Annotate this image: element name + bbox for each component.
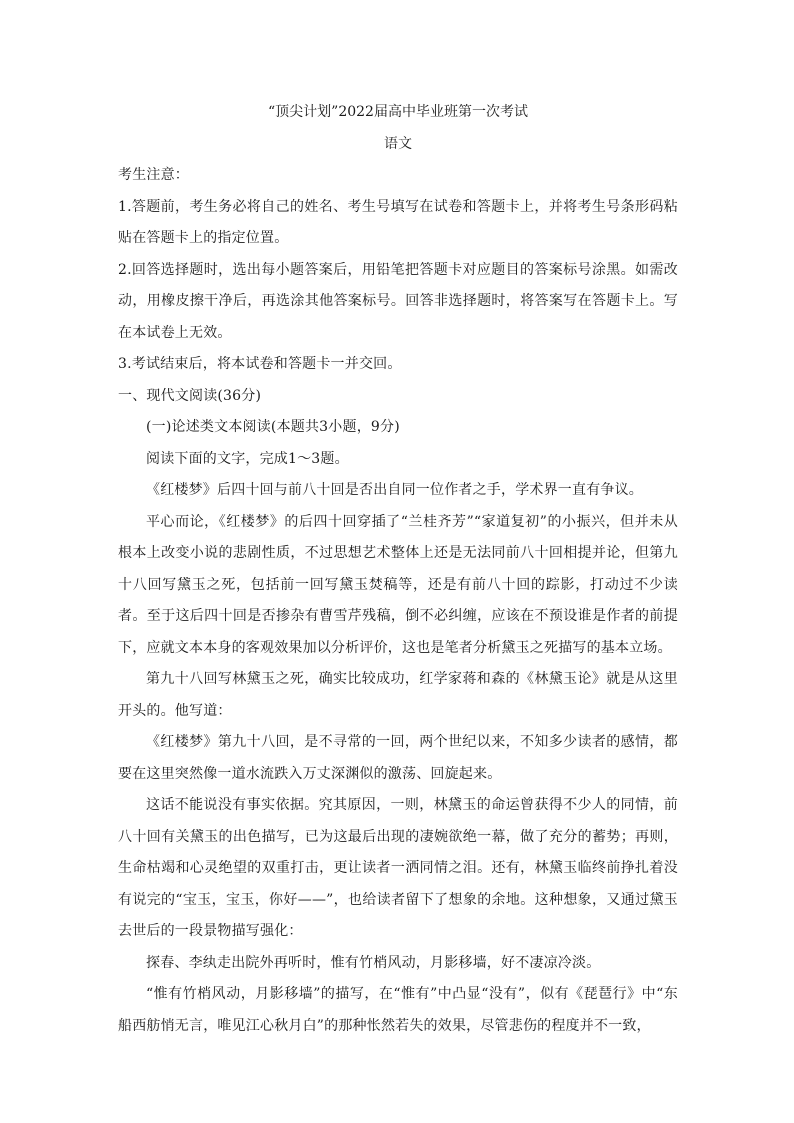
section-instruction: 阅读下面的文字，完成1～3题。	[146, 450, 349, 467]
passage-paragraph-5: “惟有竹梢风动，月影移墙”的描写，在“惟有”中凸显“没有”，似有《琵琶行》中“东船西舫悄无言，唯见江心秋月白”的那种怅然若失的效果，尽管悲伤的程度并不一致，	[118, 986, 678, 1034]
exam-page	[118, 100, 678, 1042]
passage-quote-2: 探春、李纨走出院外再听时，惟有竹梢风动，月影移墙，好不凄凉冷淡。	[146, 954, 601, 971]
exam-title: “顶尖计划”2022届高中毕业班第一次考试	[268, 104, 528, 120]
passage-paragraph-2: 平心而论，《红楼梦》的后四十回穿插了“兰桂齐芳”“家道复初”的小振兴，但并未从根本上改变小说的悲剧性质，不过思想艺术整体上还是无法同前八十回相提并论，但第九十八回写黛玉之死，包括前一回写黛玉焚稿等，还是有前八十回的踪影，打动过不少读者。至于这后四十回是否掺杂有曹雪芹残稿，倒不必纠缠，应该在不预设谁是作者的前提下，应就文本本身的客观效果加以分析评价，这也是笔者分析黛玉之死描写的基本立场。	[118, 513, 678, 656]
notice-item-2: 2.回答选择题时，选出每小题答案后，用铅笔把答题卡对应题目的答案标号涂黑。如需改动，用橡皮擦干净后，再选涂其他答案标号。回答非选择题时，将答案写在答题卡上。写在本试卷上无效。	[118, 261, 678, 341]
section-subheading: (一)论述类文本阅读(本题共3小题，9分)	[146, 419, 400, 435]
notice-item-1: 1.答题前，考生务必将自己的姓名、考生号填写在试卷和答题卡上，并将考生号条形码粘贴在答题卡上的指定位置。	[118, 198, 678, 246]
exam-subject: 语文	[384, 136, 412, 152]
passage-paragraph-1: 《红楼梦》后四十回与前八十回是否出自同一位作者之手，学术界一直有争议。	[146, 482, 643, 498]
notice-heading: 考生注意：	[118, 167, 189, 183]
passage-paragraph-4: 这话不能说没有事实依据。究其原因，一则，林黛玉的命运曾获得不少人的同情，前八十回有关黛玉的出色描写，已为这最后出现的凄婉欲绝一幕，做了充分的蓄势；再则，生命枯竭和心灵绝望的双重打击，更让读者一洒同情之泪。还有，林黛玉临终前挣扎着没有说完的“宝玉，宝玉，你好——”，也给读者留下了想象的余地。这种想象，又通过黛玉去世后的一段景物描写强化：	[118, 797, 678, 939]
passage-paragraph-3: 第九十八回写林黛玉之死，确实比较成功，红学家蒋和森的《林黛玉论》就是从这里开头的。他写道：	[118, 671, 678, 719]
section-heading: 一、现代文阅读(36分)	[118, 387, 262, 404]
passage-quote-1: 《红楼梦》第九十八回，是不寻常的一回，两个世纪以来，不知多少读者的感情，都要在这里突然像一道水流跌入万丈深渊似的激荡、回旋起来。	[118, 734, 678, 782]
notice-item-3: 3.考试结束后，将本试卷和答题卡一并交回。	[118, 356, 402, 372]
